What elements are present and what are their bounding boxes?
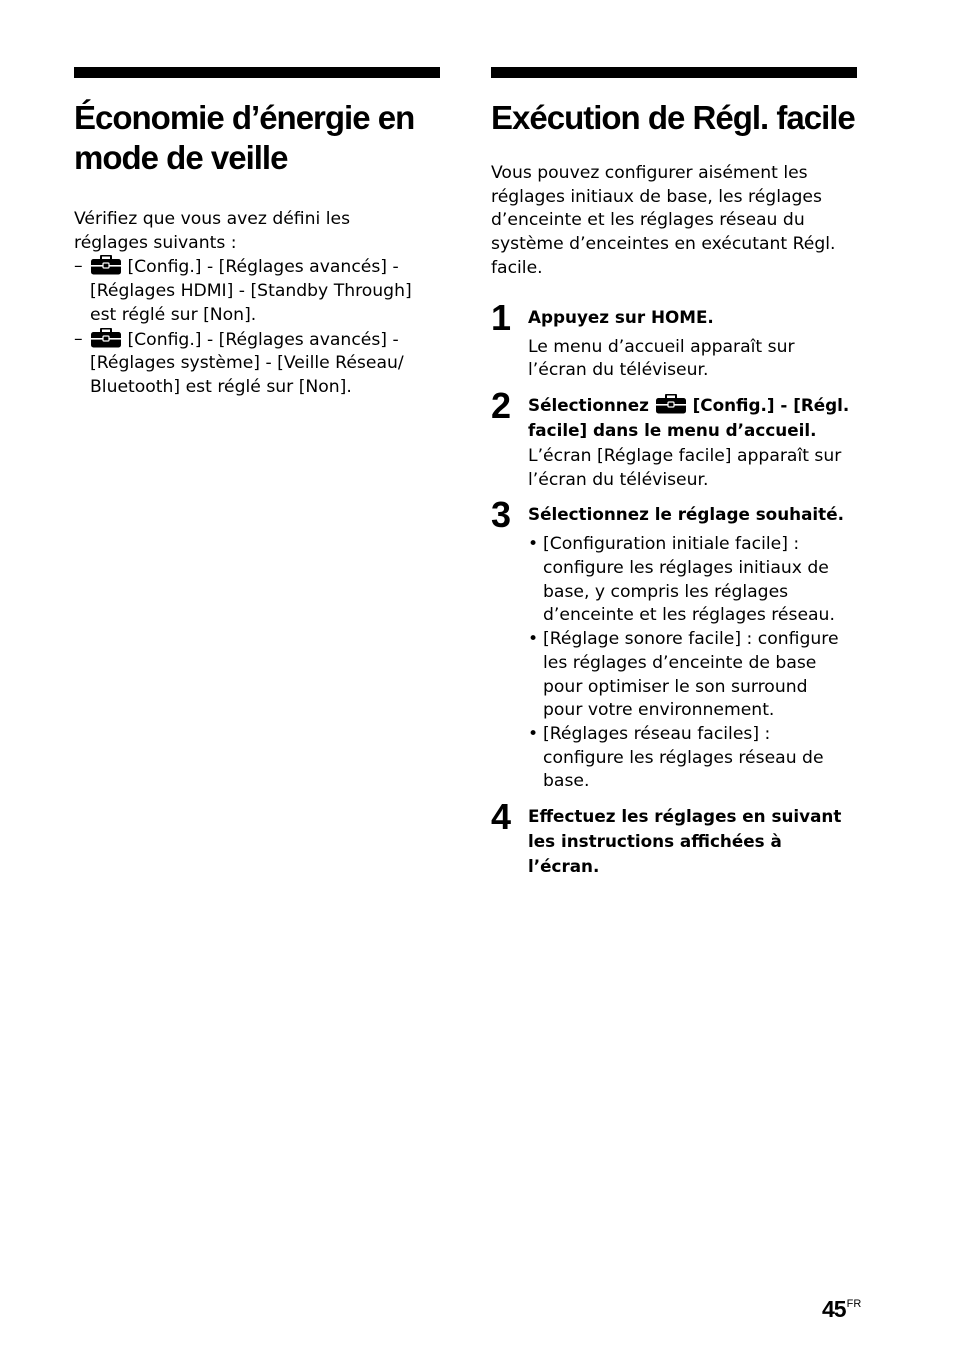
bullet-item bbox=[528, 723, 857, 794]
toolbox-icon bbox=[90, 328, 122, 348]
intro-text bbox=[74, 208, 440, 255]
title-line: Économie d’énergie en bbox=[74, 99, 415, 136]
step-title bbox=[528, 393, 857, 443]
page-number bbox=[822, 1296, 861, 1323]
step-title bbox=[528, 804, 857, 879]
text-line: Sélectionnez le réglage souhaité. bbox=[528, 504, 844, 525]
text-line: [Config.] - [Réglages avancés] - bbox=[127, 257, 399, 278]
text-line: [Config.] - [Régl. bbox=[692, 394, 850, 415]
text-line: Sélectionnez bbox=[528, 394, 649, 415]
step-2 bbox=[491, 384, 857, 492]
intro-text bbox=[491, 162, 857, 281]
text-line: [Config.] - [Réglages avancés] - bbox=[127, 329, 399, 350]
text-line: [Réglage sonore facile] : configure bbox=[543, 629, 839, 650]
dash-marker: – bbox=[74, 256, 83, 277]
step-title bbox=[528, 305, 857, 330]
text-line: l’écran du téléviseur. bbox=[528, 360, 709, 381]
step-bullets bbox=[528, 533, 857, 794]
step-number: 4 bbox=[491, 796, 511, 838]
bullet-item bbox=[528, 533, 857, 628]
text-line: pour votre environnement. bbox=[543, 700, 775, 721]
step-1 bbox=[491, 296, 857, 383]
text-line: système d’enceintes en exécutant Régl. bbox=[491, 234, 836, 255]
text-line: configure les réglages réseau de bbox=[543, 747, 824, 768]
bullet-dot: • bbox=[528, 534, 539, 555]
page-number-value: 45 bbox=[822, 1296, 846, 1322]
text-line: Le menu d’accueil apparaît sur bbox=[528, 336, 795, 357]
step-number: 3 bbox=[491, 494, 511, 536]
step-4 bbox=[491, 796, 857, 879]
text-line: Appuyez sur HOME. bbox=[528, 306, 714, 327]
text-line: est réglé sur [Non]. bbox=[90, 304, 257, 325]
text-line: Vous pouvez configurer aisément les bbox=[491, 163, 808, 183]
text-line: base. bbox=[543, 771, 590, 792]
text-line: les instructions affichées à l’écran. bbox=[528, 831, 782, 877]
section-title bbox=[491, 98, 857, 138]
text-line: l’écran du téléviseur. bbox=[528, 469, 709, 490]
step-title bbox=[528, 502, 857, 527]
setting-item bbox=[74, 255, 440, 327]
text-line: d’enceinte et les réglages réseau du bbox=[491, 210, 805, 231]
toolbox-icon bbox=[90, 255, 122, 275]
text-line: réglages initiaux de base, les réglages bbox=[491, 186, 822, 207]
step-description bbox=[528, 336, 857, 383]
left-section bbox=[74, 67, 440, 400]
text-line: base, y compris les réglages bbox=[543, 581, 789, 602]
right-section bbox=[491, 67, 857, 879]
toolbox-icon bbox=[655, 394, 687, 414]
text-line: Vérifiez que vous avez défini les bbox=[74, 209, 351, 229]
bullet-dot: • bbox=[528, 629, 539, 650]
text-line: configure les réglages initiaux de bbox=[543, 558, 829, 579]
step-3 bbox=[491, 494, 857, 794]
title-line: Exécution de Régl. facile bbox=[491, 99, 855, 136]
text-line: réglages suivants : bbox=[74, 232, 237, 253]
text-line: Effectuez les réglages en suivant bbox=[528, 806, 842, 827]
text-line: [Réglages HDMI] - [Standby Through] bbox=[90, 281, 412, 302]
step-number: 1 bbox=[491, 296, 511, 338]
text-line: Bluetooth] est réglé sur [Non]. bbox=[90, 376, 352, 397]
bullet-dot: • bbox=[528, 723, 539, 744]
setting-item bbox=[74, 328, 440, 400]
section-rule bbox=[74, 67, 440, 78]
text-line: d’enceinte et les réglages réseau. bbox=[543, 605, 835, 626]
text-line: L’écran [Réglage facile] apparaît sur bbox=[528, 445, 842, 466]
text-line: [Configuration initiale facile] : bbox=[543, 534, 800, 555]
step-description bbox=[528, 445, 857, 492]
title-line: mode de veille bbox=[74, 139, 288, 176]
bullet-item bbox=[528, 628, 857, 723]
text-line: [Réglages réseau faciles] : bbox=[543, 723, 771, 744]
text-line: [Réglages système] - [Veille Réseau/ bbox=[90, 353, 404, 374]
text-line: pour optimiser le son surround bbox=[543, 676, 808, 697]
text-line: facile] dans le menu d’accueil. bbox=[528, 419, 817, 440]
text-line: les réglages d’enceinte de base bbox=[543, 652, 817, 673]
step-number: 2 bbox=[491, 384, 511, 426]
dash-marker: – bbox=[74, 328, 83, 349]
section-title bbox=[74, 98, 440, 178]
section-rule bbox=[491, 67, 857, 78]
text-line: facile. bbox=[491, 257, 543, 278]
page-lang-code: FR bbox=[846, 1298, 862, 1310]
